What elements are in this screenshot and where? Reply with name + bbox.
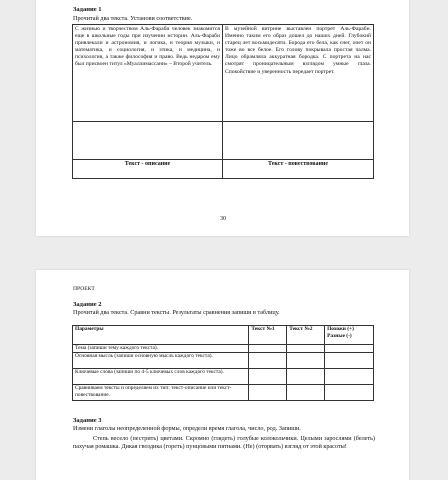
header-text-1: Текст №1 [249,326,287,345]
empty-cell[interactable] [325,385,374,401]
empty-cell[interactable] [287,345,325,353]
label-description: Текст - описание [124,161,171,167]
empty-cell[interactable] [325,369,374,385]
table-row [73,369,374,385]
empty-cell[interactable] [249,345,287,353]
empty-cell[interactable] [249,353,287,369]
table-row [73,353,374,369]
page-number: 30 [220,216,226,222]
table-row [73,385,374,401]
task-3-text: Степь весело (пестрить) цветами. Скромно (глядеть) голубые колокольчики. Целыми зарослями (белеть) пахучая ромашка. Дикая гвоздика (гореть) пунцовыми пятнами. (Не) (оторвать) взгляд от этой красоты! [73,435,375,451]
label-narrative: Текст - повествование [267,161,329,167]
task-2-instruction: Прочитай два текста. Сравни тексты. Результаты сравнения запиши в таблицу. [73,309,280,316]
header-text-2: Текст №2 [287,326,325,345]
comparison-table [72,325,374,401]
task-3-instruction: Измени глаголы неопределенной формы, определи время глагола, число, род. Запиши. [73,425,301,432]
document-page-2 [36,270,409,480]
row-label: Основная мысль (запиши основную мысль каждого текста). [73,353,249,369]
text-left: С жизнью и творчеством Аль-Фараби человек знакомится еще в школьные годы при изучении истории. Аль-Фараби привлекали и астрономия, и логика, и теория музыки, и математика, и социология, и этика, и медицина, и психология, а также философия и право. Ведь недаром ему был присвоен титул «Муаллимассани» – Второй учитель. [75,26,220,68]
empty-cell[interactable] [287,353,325,369]
row-label: Ключевые слова (запиши по 4-5 ключевых слов каждого текста). [73,369,249,385]
document-page-1 [36,0,409,236]
task-2-title: Задание 2 [73,301,102,308]
row-label: Сравниваем тексты и определяем их тип: текст-описание или текст-повествование. [73,385,249,401]
empty-cell[interactable] [325,345,374,353]
task-1-instruction: Прочитай два текста. Установи соответствие. [73,15,193,22]
empty-cell[interactable] [287,369,325,385]
empty-cell[interactable] [325,353,374,369]
task-1-table [72,24,374,179]
header-parameters: Параметры [73,326,249,345]
empty-cell[interactable] [287,385,325,401]
text-right: В музейной витрине выставлен портрет Аль-Фараби. Именно таким его образ дошел до наших дней. Глубокий старец лет восьмидесяти. Борода его бела, как снег, опет он тоже во все белое. Его голову покрывала простая чалма. Лицо обрамляла аккуратная бородка. С портрета на нас смотрят проницательным взглядом умные глаза. Спокойствие и уверенность передает портрет. [225,26,371,75]
project-label: ПРОЕКТ [73,286,95,292]
row-divider-2 [73,159,373,160]
row-divider-1 [73,121,373,122]
task-3-title: Задание 3 [73,417,102,424]
row-label: Тема (запиши тему каждого текста). [73,345,249,353]
column-divider [222,25,223,178]
table-row [73,345,374,353]
table-header-row [73,326,374,345]
header-similar-different: Похожи (+) Разные (-) [325,326,374,345]
empty-cell[interactable] [249,385,287,401]
task-1-title: Задание 1 [73,6,102,13]
empty-cell[interactable] [249,369,287,385]
